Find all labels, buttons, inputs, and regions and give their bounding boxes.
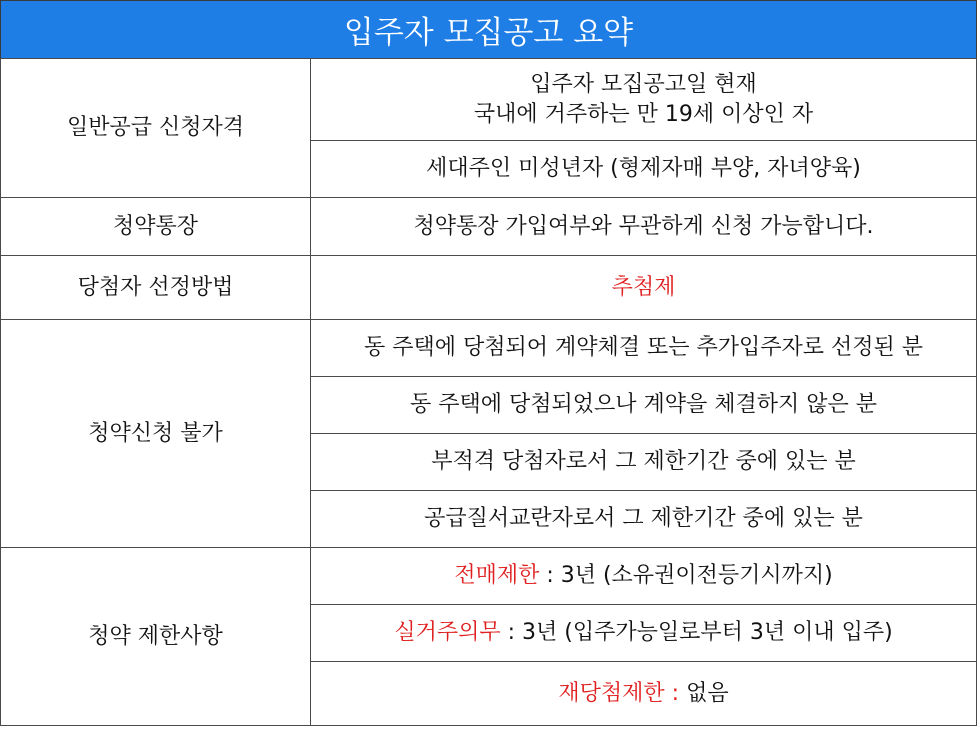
table-row xyxy=(1,320,977,377)
table-row xyxy=(1,256,977,320)
restriction-item-1 xyxy=(311,548,977,605)
eligibility-item-1-line-2: 국내에 거주하는 만 19세 이상인 자 xyxy=(473,101,814,127)
row-label-ineligible: 청약신청 불가 xyxy=(1,320,311,548)
ineligible-item-4: 공급질서교란자로서 그 제한기간 중에 있는 분 xyxy=(311,491,977,548)
eligibility-item-2: 세대주인 미성년자 (형제자매 부양, 자녀양육) xyxy=(311,141,977,198)
ineligible-item-1: 동 주택에 당첨되어 계약체결 또는 추가입주자로 선정된 분 xyxy=(311,320,977,377)
ineligible-item-2: 동 주택에 당첨되었으나 계약을 체결하지 않은 분 xyxy=(311,377,977,434)
restriction-sep-2: : xyxy=(500,620,522,645)
row-label-selection: 당첨자 선정방법 xyxy=(1,256,311,320)
table-row xyxy=(1,59,977,141)
account-value: 청약통장 가입여부와 무관하게 신청 가능합니다. xyxy=(311,198,977,256)
eligibility-item-1-line-1: 입주자 모집공고일 현재 xyxy=(530,71,757,97)
row-label-eligibility: 일반공급 신청자격 xyxy=(1,59,311,198)
restriction-key-3: 재당첨제한 : xyxy=(558,680,680,706)
restriction-value-3: 없음 xyxy=(686,680,729,706)
restriction-item-3 xyxy=(311,662,977,726)
page-title: 입주자 모집공고 요약 xyxy=(0,0,977,58)
summary-table xyxy=(0,58,977,726)
row-label-account: 청약통장 xyxy=(1,198,311,256)
restriction-key-1: 전매제한 xyxy=(454,563,540,588)
restriction-value-2: 3년 (입주가능일로부터 3년 이내 입주) xyxy=(522,620,893,645)
ineligible-item-3: 부적격 당첨자로서 그 제한기간 중에 있는 분 xyxy=(311,434,977,491)
restriction-key-2: 실거주의무 xyxy=(394,620,501,645)
restriction-item-2 xyxy=(311,605,977,662)
table-row xyxy=(1,198,977,256)
table-row xyxy=(1,548,977,605)
eligibility-item-1 xyxy=(311,59,977,141)
selection-value: 추첨제 xyxy=(311,256,977,320)
row-label-restrictions: 청약 제한사항 xyxy=(1,548,311,726)
restriction-sep-1: : xyxy=(539,563,561,588)
restriction-value-1: 3년 (소유권이전등기시까지) xyxy=(560,563,833,588)
